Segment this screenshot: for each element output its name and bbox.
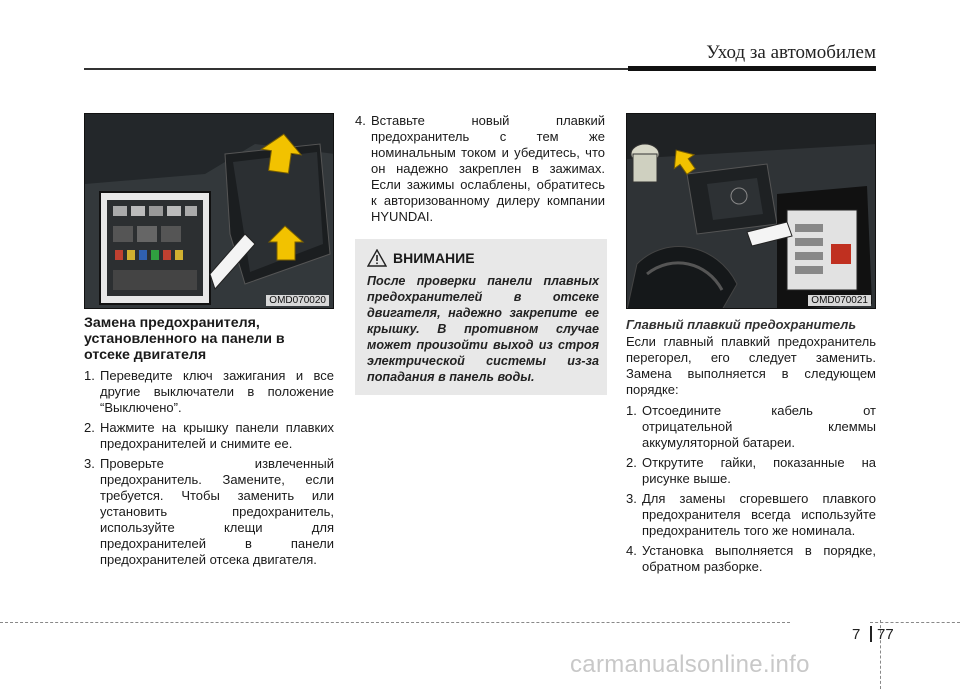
step-text: Для замены сгоревшего плавкого предохранителя всегда используйте предохранитель того же номинала. [642,491,876,538]
right-column [626,113,876,579]
middle-column [355,113,605,395]
page-header-title: Уход за автомобилем [706,42,876,63]
page-number: 77 [877,626,894,643]
left-steps-list [84,368,334,568]
page-number-separator [870,626,872,642]
watermark: carmanualsonline.info [570,651,810,678]
step-number: 2. [626,455,637,470]
warning-title-text: ВНИМАНИЕ [393,250,475,266]
list-item [626,491,876,539]
footer-rule [0,622,790,623]
list-item [84,368,334,416]
step-number: 2. [84,420,95,435]
warning-triangle-icon [367,249,387,267]
middle-steps-list [355,113,605,225]
step-text: Проверьте извлеченный предохранитель. Замените, если требуется. Чтобы заменить или установить предохранитель, используйте клещи для предохранителей в панели предохранителей отсека двигателя. [100,456,334,567]
list-item [626,403,876,451]
step-text: Открутите гайки, показанные на рисунке выше. [642,455,876,486]
step-number: 1. [626,403,637,418]
right-steps-list [626,403,876,575]
intro-paragraph: Если главный плавкий предохранитель перегорел, его следует заменить. Замена выполняется в следующем порядке: [626,334,876,397]
list-item [355,113,605,225]
step-text: Вставьте новый плавкий предохранитель с тем же номинальным током и убедитесь, что он надежно закреплен в зажимах. Если зажимы ослаблены, обратитесь к авторизованному дилеру компании HYUNDAI. [371,113,605,224]
chapter-number: 7 [852,626,861,643]
list-item [626,455,876,487]
step-number: 4. [355,113,366,128]
step-text: Переведите ключ зажигания и все другие выключатели в положение “Выключено”. [100,368,334,415]
step-number: 4. [626,543,637,558]
step-number: 3. [626,491,637,506]
footer-rule [870,622,960,623]
warning-title [367,249,599,267]
step-number: 3. [84,456,95,471]
engine-fuse-panel-photo [84,113,334,309]
step-text: Отсоедините кабель от отрицательной клеммы аккумуляторной батареи. [642,403,876,450]
warning-text: После проверки панели плавных предохранителей в отсеке двигателя, надежно закрепите ее крышку. В противном случае может произойти выход из строя электрической системы из-за попадания в панель воды. [367,274,599,384]
photo-code: OMD070020 [266,295,329,306]
section-subheading: Главный плавкий предохранитель [626,317,857,332]
main-fuse-photo [626,113,876,309]
list-item [84,420,334,452]
warning-box [355,239,607,395]
step-number: 1. [84,368,95,383]
list-item [626,543,876,575]
left-column [84,113,334,572]
section-heading: Замена предохранителя, установленного на панели в отсеке двигателя [84,315,285,363]
step-text: Нажмите на крышку панели плавких предохранителей и снимите ее. [100,420,334,451]
header-rule-accent [628,66,876,71]
list-item [84,456,334,568]
main-fuse-illustration [627,114,876,309]
step-text: Установка выполняется в порядке, обратном разборке. [642,543,876,574]
engine-fuse-panel-illustration [85,114,334,309]
photo-code: OMD070021 [808,295,871,306]
